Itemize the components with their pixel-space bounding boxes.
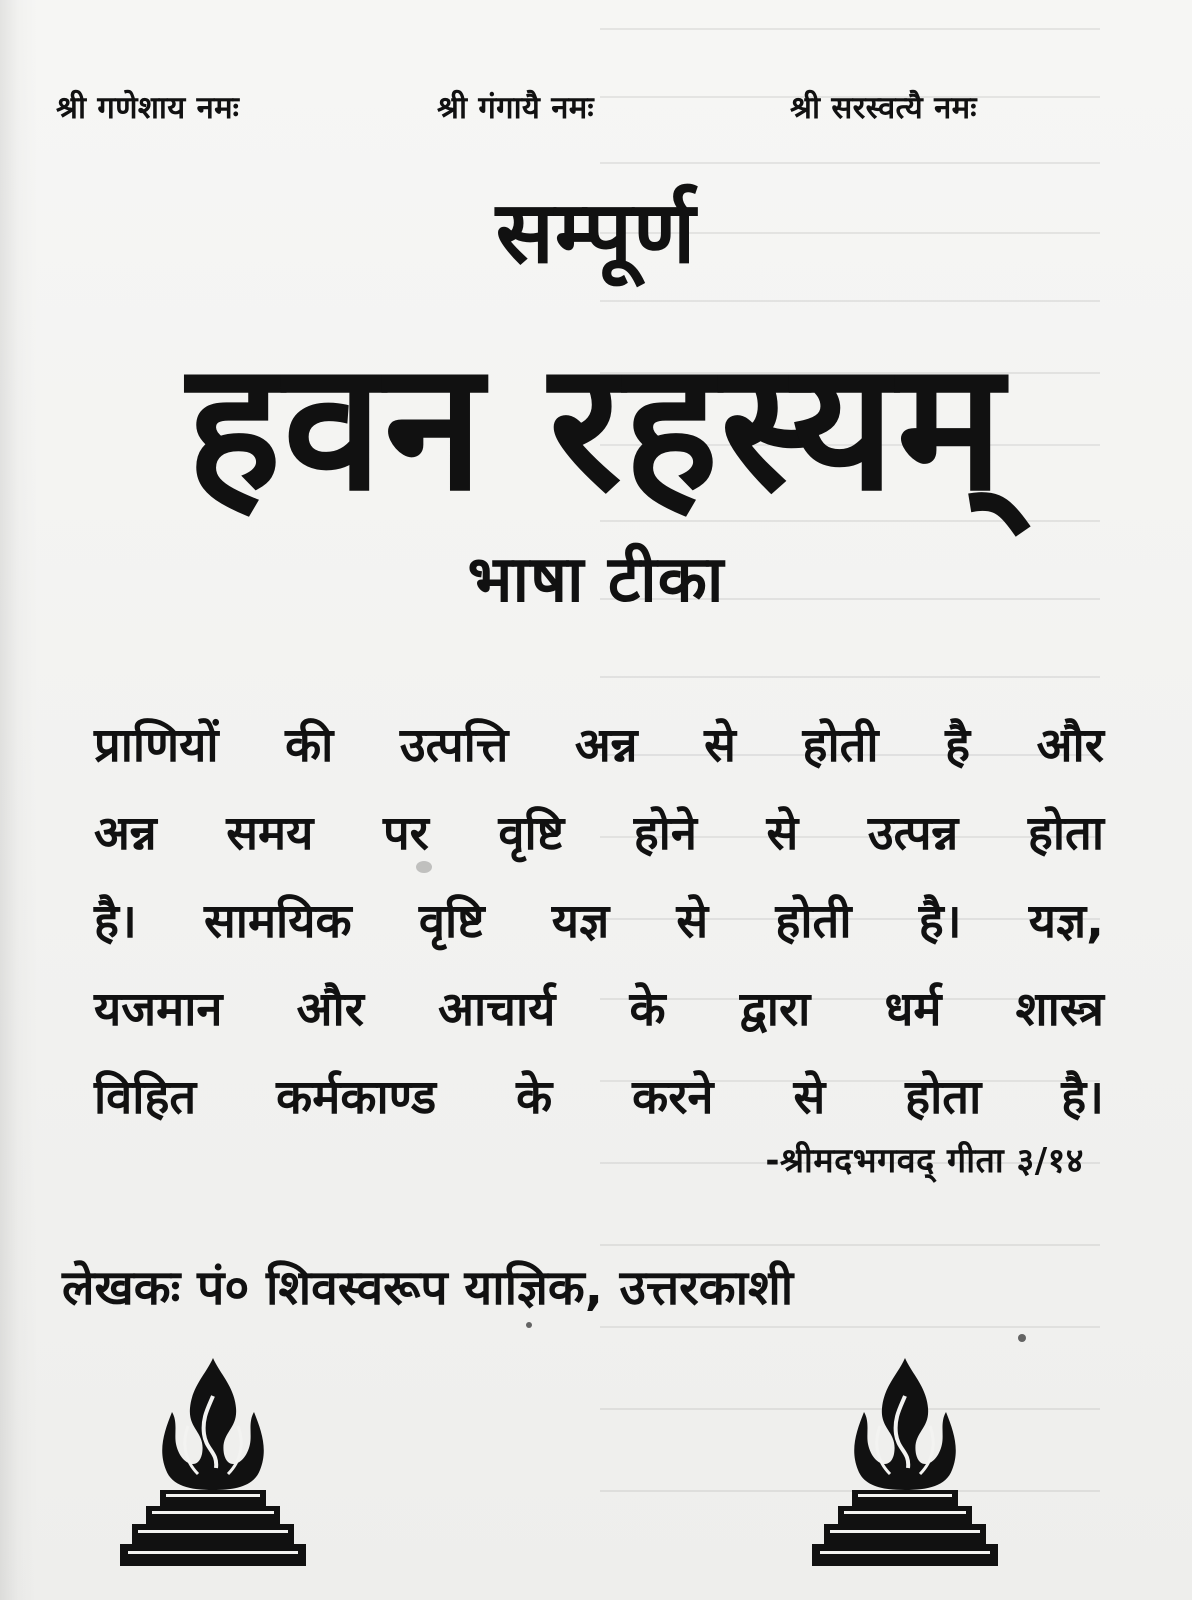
havan-kund-icon <box>810 1352 1000 1572</box>
invocation-row <box>0 86 1192 132</box>
book-tagline: भाषा टीका <box>467 543 725 617</box>
quote-line: यजमान और आचार्य के द्वारा धर्म शास्त्र <box>94 982 1104 1037</box>
quote-line: प्राणियों की उत्पत्ति अन्न से होती है और <box>94 718 1104 773</box>
author-credit: लेखकः पं० शिवस्वरूप याज्ञिक, उत्तरकाशी <box>62 1260 794 1316</box>
scripture-quote <box>94 702 1104 1142</box>
book-title: हवन रहस्यम् <box>186 323 1006 530</box>
ink-speck <box>416 861 432 873</box>
invocation-saraswati: श्री सरस्वत्यै नमः <box>790 90 977 126</box>
quote-line: है। सामयिक वृष्टि यज्ञ से होती है। यज्ञ, <box>94 894 1104 949</box>
book-subtitle: सम्पूर्ण <box>495 183 697 283</box>
quote-line: विहित कर्मकाण्ड के करने से होता है। <box>94 1070 1104 1125</box>
quote-line: अन्न समय पर वृष्टि होने से उत्पन्न होता <box>94 806 1104 861</box>
ink-speck <box>1018 1334 1026 1342</box>
havan-kund-icon <box>118 1352 308 1572</box>
invocation-ganga: श्री गंगायै नमः <box>437 90 594 126</box>
quote-citation: -श्रीमदभगवद् गीता ३/१४ <box>765 1141 1084 1181</box>
invocation-ganesha: श्री गणेशाय नमः <box>56 90 240 126</box>
ink-speck <box>526 1322 532 1328</box>
